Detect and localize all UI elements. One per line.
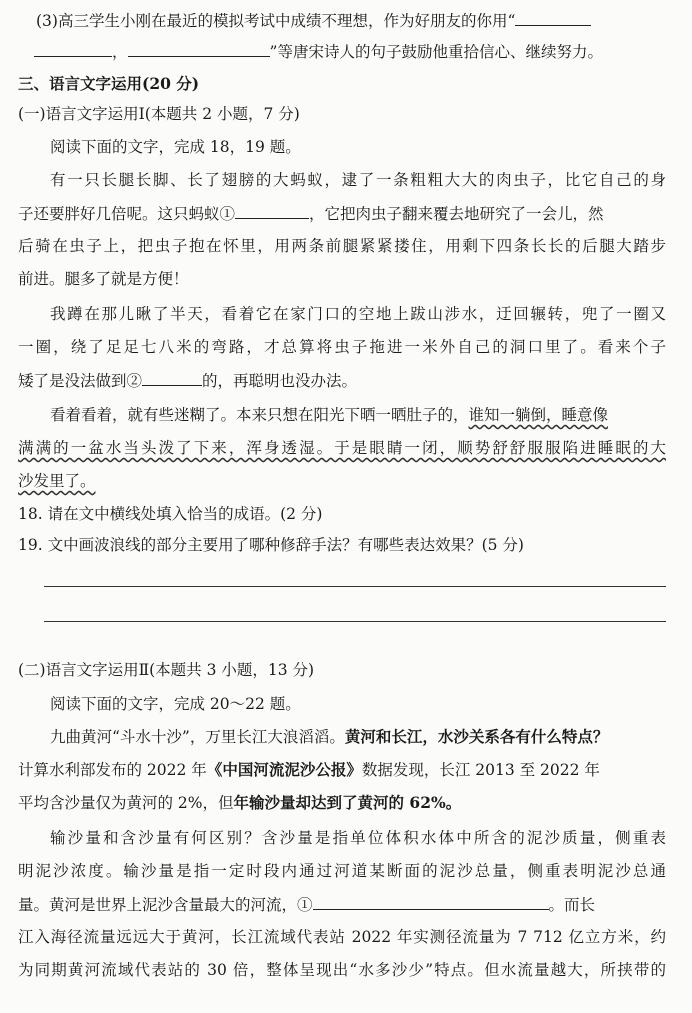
answer-line-2[interactable] — [44, 621, 666, 622]
p5-line2: 明泥沙浓度。输沙量是指一定时段内通过河道某断面的泥沙总量，侧重表明泥沙总通 — [18, 862, 666, 880]
q3-blank-1[interactable] — [515, 8, 591, 26]
p4-line2: 计算水利部发布的 2022 年《中国河流泥沙公报》数据发现，长江 2013 至 2022 年 — [18, 760, 600, 779]
p1-line1: 有一只长腿长脚、长了翅膀的大蚂蚁，逮了一条粗粗大大的肉虫子，比它自己的身 — [50, 171, 666, 189]
p3-line3 — [18, 469, 666, 493]
blank-3[interactable] — [313, 892, 549, 910]
section3-heading: 三、语言文字运用(20 分) — [18, 74, 200, 93]
p3-line1: 看着看着，就有些迷糊了。本来只想在阳光下晒一晒肚子的，谁知一躺倒，睡意像 — [50, 406, 609, 424]
p2-line1: 我蹲在那儿瞅了半天，看着它在家门口的空地上跋山涉水，迂回辗转，兜了一圈又 — [50, 305, 666, 323]
p5-line3: 量。黄河是世界上泥沙含量最大的河流，① 。而长 — [18, 892, 666, 916]
q3-line1: (3)高三学生小刚在最近的模拟考试中成绩不理想，作为好朋友的你用“ — [36, 8, 666, 32]
wavy-underlined-text: 满满的一盆水当头泼了下来，浑身透湿。于是眼睛一闭，顺势舒舒服服陷进睡眠的大 — [18, 439, 666, 457]
q3-blank-2[interactable] — [34, 39, 112, 57]
p2-line3: 矮了是没法做到② 的，再聪明也没办法。 — [18, 368, 666, 392]
wavy-underlined-text: 谁知一躺倒，睡意像 — [468, 406, 609, 424]
wavy-underlined-text: 沙发里了。 — [18, 472, 96, 490]
p5-line4: 江入海径流量远远大于黄河，长江流域代表站 2022 年实测径流量为 7 712 亿立方米，约 — [18, 928, 666, 946]
p1-line2: 子还要胖好几倍呢。这只蚂蚁① ，它把肉虫子翻来覆去地研究了一会儿，然 — [18, 201, 666, 225]
q3-blank-3[interactable] — [128, 39, 270, 57]
p4-line1: 九曲黄河“斗水十沙”，万里长江大浪滔滔。黄河和长江，水沙关系各有什么特点？ — [50, 727, 609, 746]
p4-line3: 平均含沙量仅为黄河的 2%，但年输沙量却达到了黄河的 62%。 — [18, 793, 462, 812]
question-18: 18. 请在文中横线处填入恰当的成语。(2 分) — [18, 505, 323, 523]
p5-line1: 输沙量和含沙量有何区别？含沙量是指单位体积水体中所含的泥沙质量，侧重表 — [50, 829, 666, 847]
p2-line2: 一圈，绕了足足七八米的弯路，才总算将虫子拖进一米外自己的洞口里了。看来个子 — [18, 338, 666, 356]
p1-line4: 前进。腿多了就是方便！ — [18, 270, 189, 288]
part1-heading: (一)语言文字运用Ⅰ(本题共 2 小题，7 分) — [18, 105, 300, 123]
part1-instruction: 阅读下面的文字，完成 18，19 题。 — [50, 138, 301, 156]
p1-line3: 后骑在虫子上，把虫子抱在怀里，用两条前腿紧紧搂住，用剩下四条长长的后腿大踏步 — [18, 237, 666, 255]
p3-line2 — [18, 436, 666, 460]
blank-1[interactable] — [235, 201, 309, 219]
answer-line-1[interactable] — [44, 586, 666, 587]
p5-line5: 为同期黄河流域代表站的 30 倍，整体呈现出“水多沙少”特点。但水流量越大，所挟带的 — [18, 961, 666, 979]
question-19: 19. 文中画波浪线的部分主要用了哪种修辞手法？有哪些表达效果？(5 分) — [18, 536, 524, 554]
q3-line2: ， ”等唐宋诗人的句子鼓励他重拾信心、继续努力。 — [34, 39, 666, 63]
blank-2[interactable] — [142, 368, 202, 386]
part2-heading: (二)语言文字运用Ⅱ(本题共 3 小题，13 分) — [18, 661, 315, 679]
part2-instruction: 阅读下面的文字，完成 20～22 题。 — [50, 695, 301, 713]
